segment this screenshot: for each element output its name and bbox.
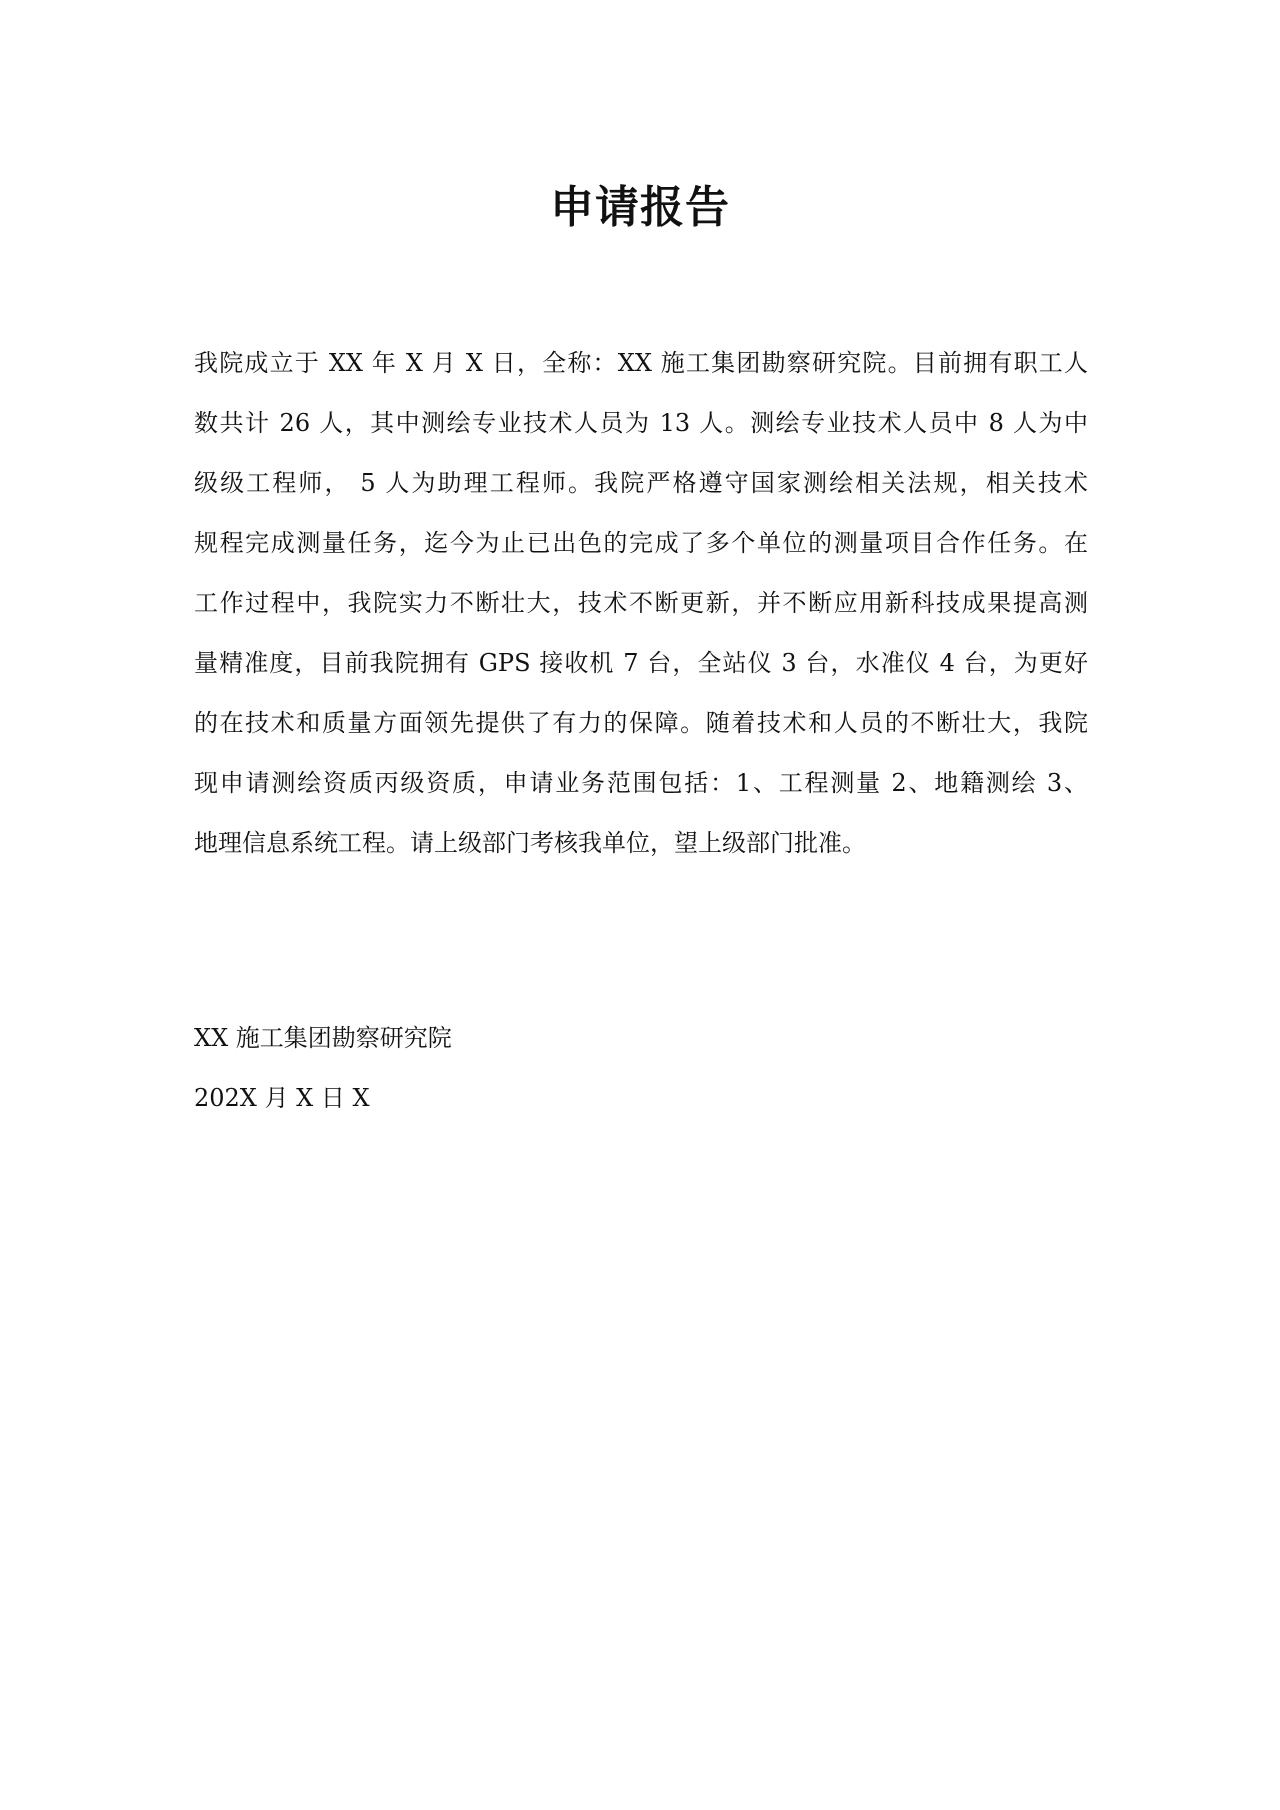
body-line: 数共计 26 人，其中测绘专业技术人员为 13 人。测绘专业技术人员中 8 人为中 [194,409,1088,437]
document-title: 申请报告 [550,182,730,233]
signature-organization: XX 施工集团勘察研究院 [194,1024,452,1052]
signature-date: 202X 月 X 日 X [194,1084,370,1112]
body-line: 地理信息系统工程。请上级部门考核我单位，望上级部门批准。 [194,829,866,857]
body-line: 我院成立于 XX 年 X 月 X 日，全称：XX 施工集团勘察研究院。目前拥有职工人 [194,349,1088,377]
body-line: 级级工程师， 5 人为助理工程师。我院严格遵守国家测绘相关法规，相关技术 [194,469,1088,497]
body-paragraph [194,333,1088,873]
body-line: 的在技术和质量方面领先提供了有力的保障。随着技术和人员的不断壮大，我院 [194,709,1088,737]
body-line: 现申请测绘资质丙级资质，申请业务范围包括：1、工程测量 2、地籍测绘 3、 [194,769,1088,797]
body-line: 量精准度，目前我院拥有 GPS 接收机 7 台，全站仪 3 台，水准仪 4 台，为更好 [194,649,1088,677]
body-line: 工作过程中，我院实力不断壮大，技术不断更新，并不断应用新科技成果提高测 [194,589,1088,617]
body-line: 规程完成测量任务，迄今为止已出色的完成了多个单位的测量项目合作任务。在 [194,529,1088,557]
signature-block [194,1008,452,1128]
